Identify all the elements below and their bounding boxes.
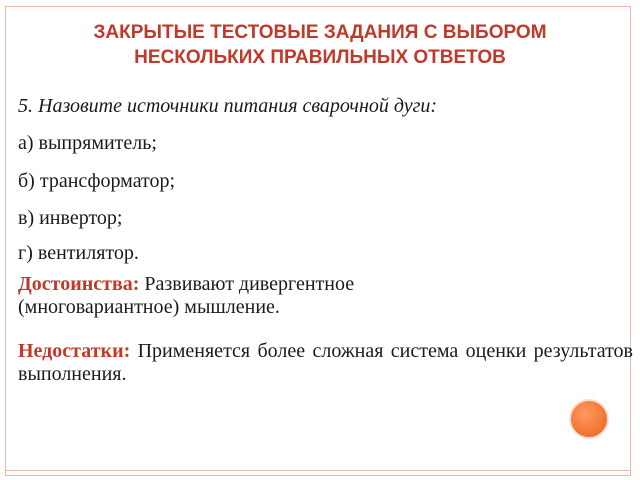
- answer-option-d: г) вентилятор.: [18, 242, 139, 264]
- slide-title-line-2: НЕСКОЛЬКИХ ПРАВИЛЬНЫХ ОТВЕТОВ: [134, 47, 506, 68]
- answer-option-c: в) инвертор;: [18, 207, 123, 229]
- orange-circle-icon: [569, 399, 609, 439]
- answer-option-a: а) выпрямитель;: [18, 132, 157, 154]
- advantages-paragraph: [18, 273, 633, 319]
- advantages-text-line-2: (многовариантное) мышление.: [18, 296, 280, 318]
- slide-frame-bottom: [5, 466, 631, 476]
- disadvantages-label: Недостатки:: [18, 340, 131, 362]
- slide-title-line-1: ЗАКРЫТЫЕ ТЕСТОВЫЕ ЗАДАНИЯ С ВЫБОРОМ: [93, 22, 547, 43]
- answer-option-b: б) трансформатор;: [18, 170, 176, 192]
- advantages-label: Достоинства:: [18, 273, 140, 295]
- slide-title: [14, 20, 626, 70]
- question-text: 5. Назовите источники питания сварочной дуги:: [18, 95, 438, 117]
- advantages-text: Развивают дивергентное: [139, 273, 355, 295]
- disadvantages-paragraph: [18, 340, 633, 386]
- slide-frame: [5, 6, 631, 471]
- disadvantages-text: Применяется более сложная система оценки результатов выполнения.: [18, 340, 633, 385]
